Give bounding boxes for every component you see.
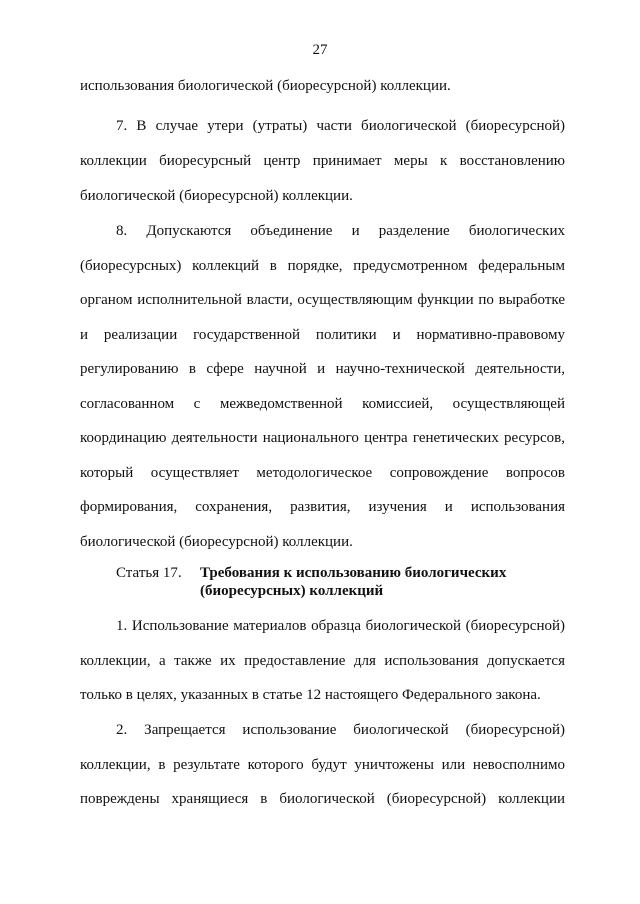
article-17-paragraph-1-line: только в целях, указанных в статье 12 настоящего Федерального закона.: [80, 687, 541, 703]
article-title-line: Требования к использованию биологических: [200, 565, 507, 581]
paragraph-8-line: формирования, сохранения, развития, изучения и использования: [80, 499, 565, 515]
paragraph-8-line: органом исполнительной власти, осуществляющим функции по выработке: [80, 292, 565, 308]
paragraph-8-line: согласованном с межведомственной комиссией, осуществляющей: [80, 396, 565, 412]
article-title-line: (биоресурсных) коллекций: [200, 583, 384, 599]
article-17-paragraph-1-line: 1. Использование материалов образца биологической (биоресурсной): [116, 618, 565, 634]
paragraph-8-line: и реализации государственной политики и нормативно-правовому: [80, 327, 565, 343]
article-label: Статья 17.: [116, 565, 182, 581]
article-17-paragraph-2-line: 2. Запрещается использование биологической (биоресурсной): [116, 722, 565, 738]
paragraph-8-line: координацию деятельности национального центра генетических ресурсов,: [80, 430, 565, 446]
paragraph-8-line: (биоресурсных) коллекций в порядке, предусмотренном федеральным: [80, 258, 565, 274]
paragraph-8-line: который осуществляет методологическое сопровождение вопросов: [80, 465, 565, 481]
text-line: использования биологической (биоресурсной) коллекции.: [80, 78, 451, 94]
paragraph-8-line: регулированию в сфере научной и научно-технической деятельности,: [80, 361, 565, 377]
article-17-paragraph-1-line: коллекции, а также их предоставление для использования допускается: [80, 653, 565, 669]
paragraph-7-line: 7. В случае утери (утраты) части биологической (биоресурсной): [116, 118, 565, 134]
paragraph-8-line: 8. Допускаются объединение и разделение биологических: [116, 223, 565, 239]
paragraph-7-line: биологической (биоресурсной) коллекции.: [80, 188, 353, 204]
article-17-paragraph-2-line: повреждены хранящиеся в биологической (биоресурсной) коллекции: [80, 791, 565, 807]
paragraph-8-line: биологической (биоресурсной) коллекции.: [80, 534, 353, 550]
paragraph-7-line: коллекции биоресурсный центр принимает меры к восстановлению: [80, 153, 565, 169]
article-17-paragraph-2-line: коллекции, в результате которого будут уничтожены или невосполнимо: [80, 757, 565, 773]
page-number: 27: [312, 42, 328, 58]
